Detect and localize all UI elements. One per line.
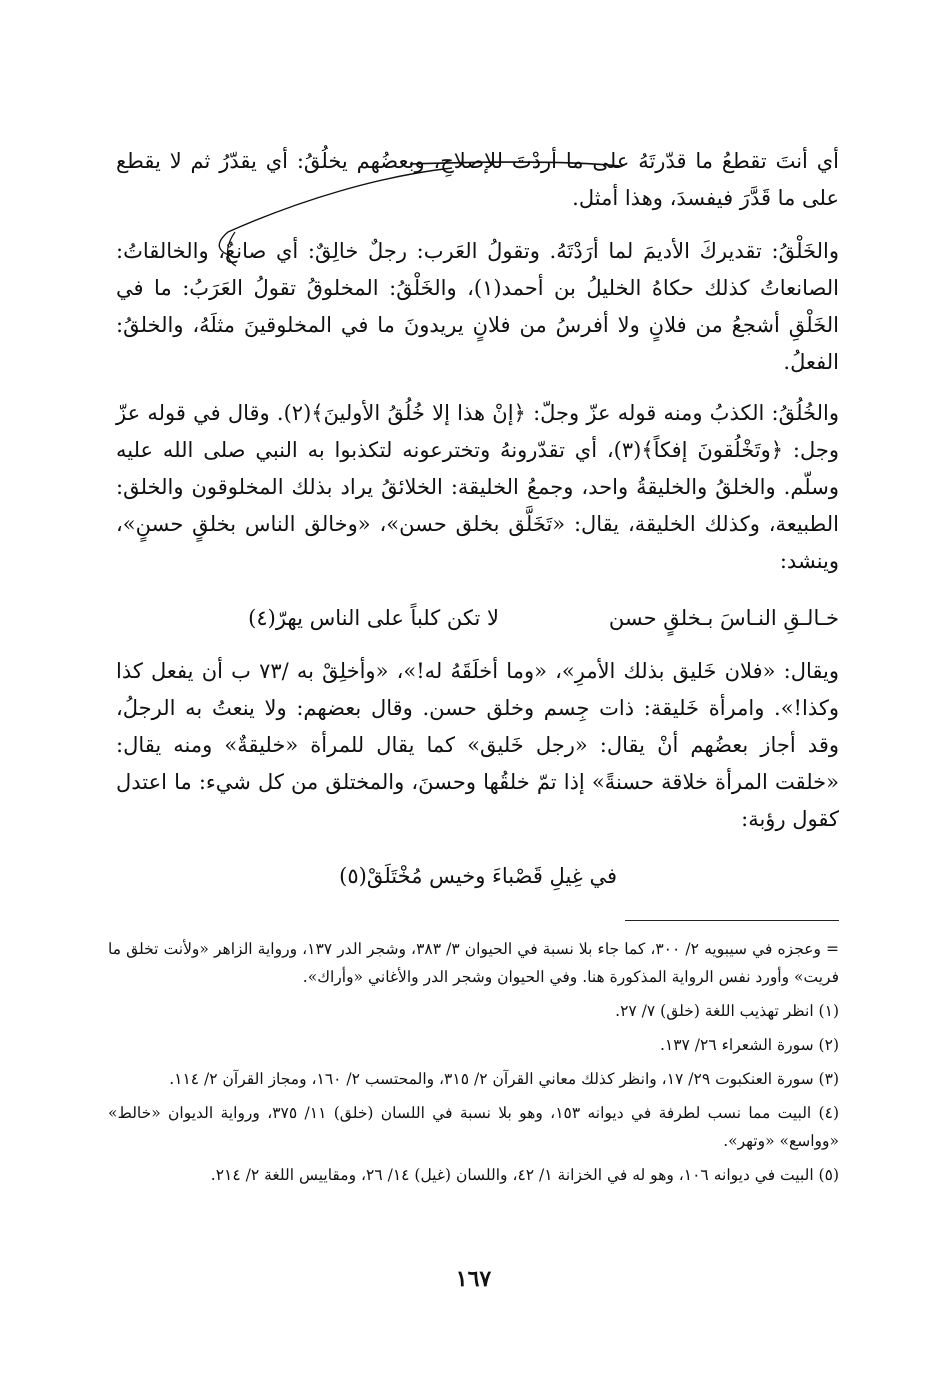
footnote-5: (٥) البيت في ديوانه ١٠٦، وهو له في الخزانة ١/ ٤٢، واللسان (غيل) ١٤/ ٢٦، ومقاييس اللغة ٢/ ٢١٤. <box>210 1166 839 1184</box>
footnote-4: (٤) البيت مما نسب لطرفة في ديوانه ١٥٣، وهو بلا نسبة في اللسان (خلق) ١١/ ٣٧٥، ورواية الديوان «خالط» «وواسع» «وتهر». <box>108 1104 839 1150</box>
footnote-2: (٢) سورة الشعراء ٢٦/ ١٣٧. <box>659 1036 839 1054</box>
verse-hemistich-second: لا تكن كلباً على الناس يهرّ(٤) <box>248 606 499 630</box>
footnote-3: (٣) سورة العنكبوت ٢٩/ ١٧، وانظر كذلك معاني القرآن ٢/ ٣١٥، والمحتسب ٢/ ١٦٠، ومجاز القرآن ٢/ ١١٤. <box>169 1070 839 1088</box>
verse-line-2 <box>339 864 617 888</box>
main-text-continued <box>116 653 839 852</box>
paragraph-1: أي أنتَ تقطعُ ما قدّرتَهُ على ما أردْتَ للإصلاحِ، وبعضُهم يخلُقُ: أي يقدّرُ ثم لا يقطع على ما قَدَّرَ فيفسدَ، وهذا أمثل. <box>116 149 839 210</box>
paragraph-4: ويقال: «فلان خَليق بذلك الأمرِ»، «وما أخلَقَهُ له!»، «وأخلِقْ به /٧٣ ب أن يفعل كذا وكذا!». وامرأة خَليقة: ذات جِسم وخلق حسن. وقال بعضهم: ولا ينعتُ به الرجلُ، وقد أجاز بعضُهم أنْ يقال: «رجل خَليق» كما يقال للمرأة «خليقةٌ» ومنه يقال: «خلقت المرأة خلاقة حسنةً» إذا تمّ خلقُها وحسنَ، والمختلق من كل شيء: ما اعتدل كقول رؤبة: <box>116 659 839 831</box>
paragraph-2: والخَلْقُ: تقديركَ الأديمَ لما أرَدْتَهُ. وتقولُ العَرب: رجلٌ خالِقٌ: أي صانعٌ، والخالقاتُ: الصانعاتُ كذلك حكاهُ الخليلُ بن أحمد(١)، والخَلْقُ: المخلوقُ تقولُ العَرَبُ: ما في الخَلْقِ أشجعُ من فلانٍ ولا أفرسُ من فلانٍ يريدونَ ما في المخلوقينَ مثلَهُ، والخلقُ: الفعلُ. <box>116 239 839 374</box>
verse-hemistich-first: خـالـقِ النـاسَ بـخلقٍ حسن <box>608 606 839 630</box>
footnote-divider <box>625 920 839 921</box>
page-number: ١٦٧ <box>455 1266 492 1292</box>
verse-rajaz: في غِيلِ قَصْباءَ وخيس مُخْتَلَقْ(٥) <box>339 864 617 888</box>
footnote-1: (١) انظر تهذيب اللغة (خلق) ٧/ ٢٧. <box>615 1002 839 1020</box>
footnotes <box>108 935 839 1195</box>
paragraph-3: والخُلُقُ: الكذبُ ومنه قوله عزّ وجلّ: ﴿إنْ هذا إلا خُلُقُ الأولينَ﴾(٢). وقال في قوله عزّ وجل: ﴿وتَخْلُقونَ إفكاً﴾(٣)، أي تقدّرونهُ وتخترعونه لتكذبوا به النبي صلى الله عليه وسلّم. والخلقُ والخليقةُ واحد، وجمعُ الخليقة: الخلائقُ يراد بذلك المخلوقون والخلق: الطبيعة، وكذلك الخليقة، يقال: «تَخَلَّق بخلق حسن»، «وخالق الناس بخلقٍ حسنٍ»، وينشد: <box>116 401 839 573</box>
footnote-continuation: = وعجزه في سيبويه ٢/ ٣٠٠، كما جاء بلا نسبة في الحيوان ٣/ ٣٨٣، وشجر الدر ١٣٧، ورواية الزاهر «ولأنت تخلق ما فريت» وأورد نفس الرواية المذكورة هنا. وفي الحيوان وشجر الدر والأغاني «وأراك». <box>108 940 840 986</box>
main-text <box>116 143 839 594</box>
